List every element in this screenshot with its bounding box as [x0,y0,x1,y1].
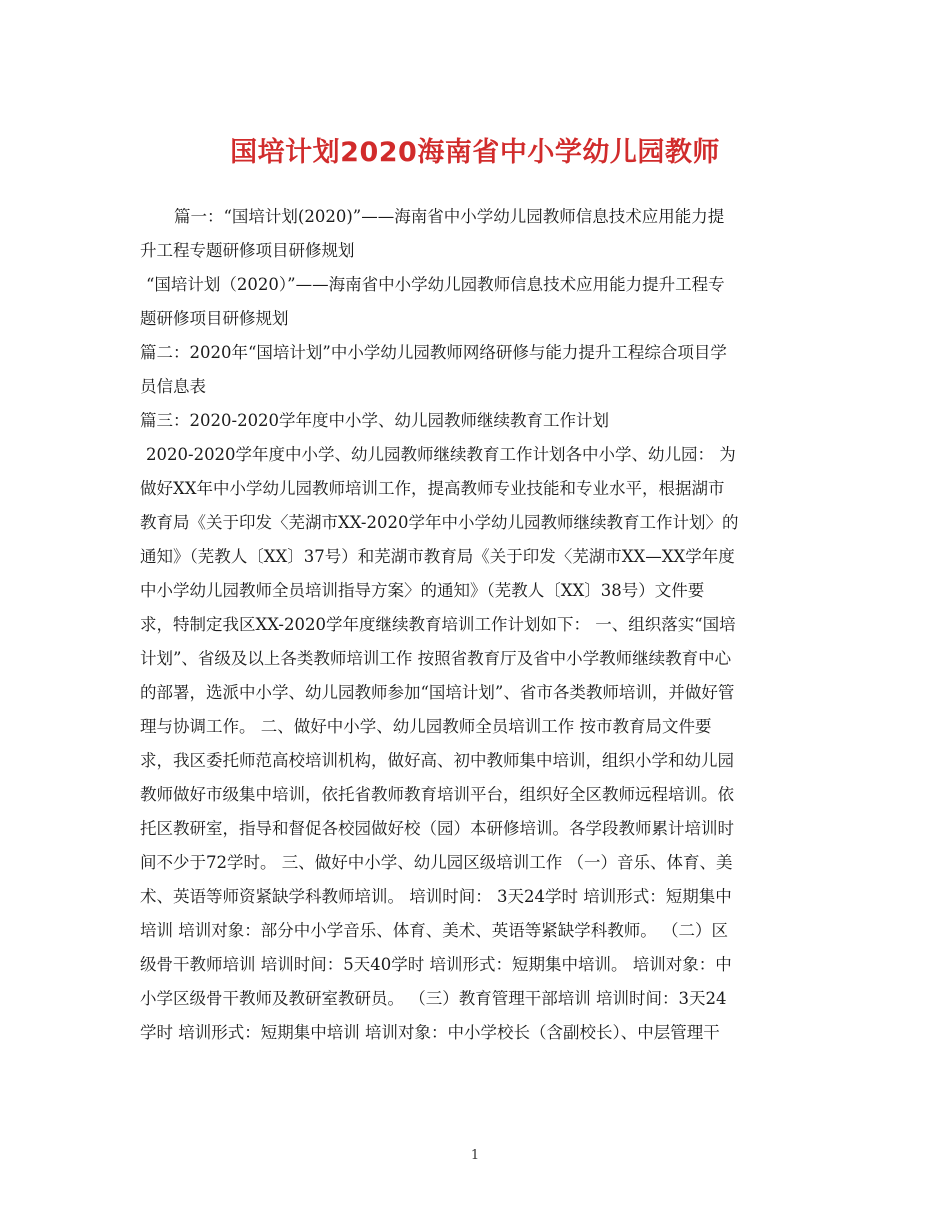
text-line: 篇一：“国培计划(2020)”——海南省中小学幼儿园教师信息技术应用能力提 [174,207,725,226]
text-line: 托区教研室，指导和督促各校园做好校（园）本研修培训。各学段教师累计培训时 [140,819,734,838]
text-line: 级骨干教师培训 培训时间：5天40学时 培训形式：短期集中培训。 培训对象：中 [140,955,732,974]
text-line: 教育局《关于印发〈芜湖市XX-2020学年中小学幼儿园教师继续教育工作计划〉的 [140,513,739,532]
text-line: 计划”、省级及以上各类教师培训工作 按照省教育厅及省中小学教师继续教育中心 [140,649,732,668]
text-line: 的部署，选派中小学、幼儿园教师参加“国培计划”、省市各类教师培训，并做好管 [140,683,735,702]
text-line: 间不少于72学时。 三、做好中小学、幼儿园区级培训工作 （一）音乐、体育、美 [140,853,733,872]
text-line: 2020-2020学年度中小学、幼儿园教师继续教育工作计划各中小学、幼儿园： 为 [146,445,736,464]
text-line: 求，特制定我区XX-2020学年度继续教育培训工作计划如下： 一、组织落实“国培 [140,615,736,634]
document-title: 国培计划2020海南省中小学幼儿园教师 [230,137,720,168]
page-number: 1 [470,1148,480,1163]
text-line: 学时 培训形式：短期集中培训 培训对象：中小学校长（含副校长）、中层管理干 [140,1023,720,1042]
text-line: 理与协调工作。 二、做好中小学、幼儿园教师全员培训工作 按市教育局文件要 [140,717,712,736]
text-line: 员信息表 [140,377,206,396]
text-line: 教师做好市级集中培训，依托省教师教育培训平台，组织好全区教师远程培训。依 [140,785,734,804]
text-line: 培训 培训对象：部分中小学音乐、体育、美术、英语等紧缺学科教师。 （二）区 [140,921,728,940]
text-line: 做好XX年中小学幼儿园教师培训工作，提高教师专业技能和专业水平，根据湖市 [140,479,725,498]
text-line: 题研修项目研修规划 [140,309,289,328]
document-body [140,200,810,1050]
text-line: 小学区级骨干教师及教研室教研员。 （三）教育管理干部培训 培训时间：3天24 [140,989,727,1008]
text-line: 术、英语等师资紧缺学科教师培训。 培训时间： 3天24学时 培训形式：短期集中 [140,887,732,906]
text-line: 篇二：2020年“国培计划”中小学幼儿园教师网络研修与能力提升工程综合项目学 [140,343,727,362]
text-line: 中小学幼儿园教师全员培训指导方案〉的通知》（芜教人〔XX〕38号）文件要 [140,581,705,600]
text-line: 求，我区委托师范高校培训机构，做好高、初中教师集中培训，组织小学和幼儿园 [140,751,734,770]
text-line: 升工程专题研修项目研修规划 [140,241,355,260]
text-line: 篇三：2020-2020学年度中小学、幼儿园教师继续教育工作计划 [140,411,610,430]
text-line: “国培计划（2020）”——海南省中小学幼儿园教师信息技术应用能力提升工程专 [146,275,725,294]
text-line: 通知》（芜教人〔XX〕37号）和芜湖市教育局《关于印发〈芜湖市XX—XX学年度 [140,547,735,566]
